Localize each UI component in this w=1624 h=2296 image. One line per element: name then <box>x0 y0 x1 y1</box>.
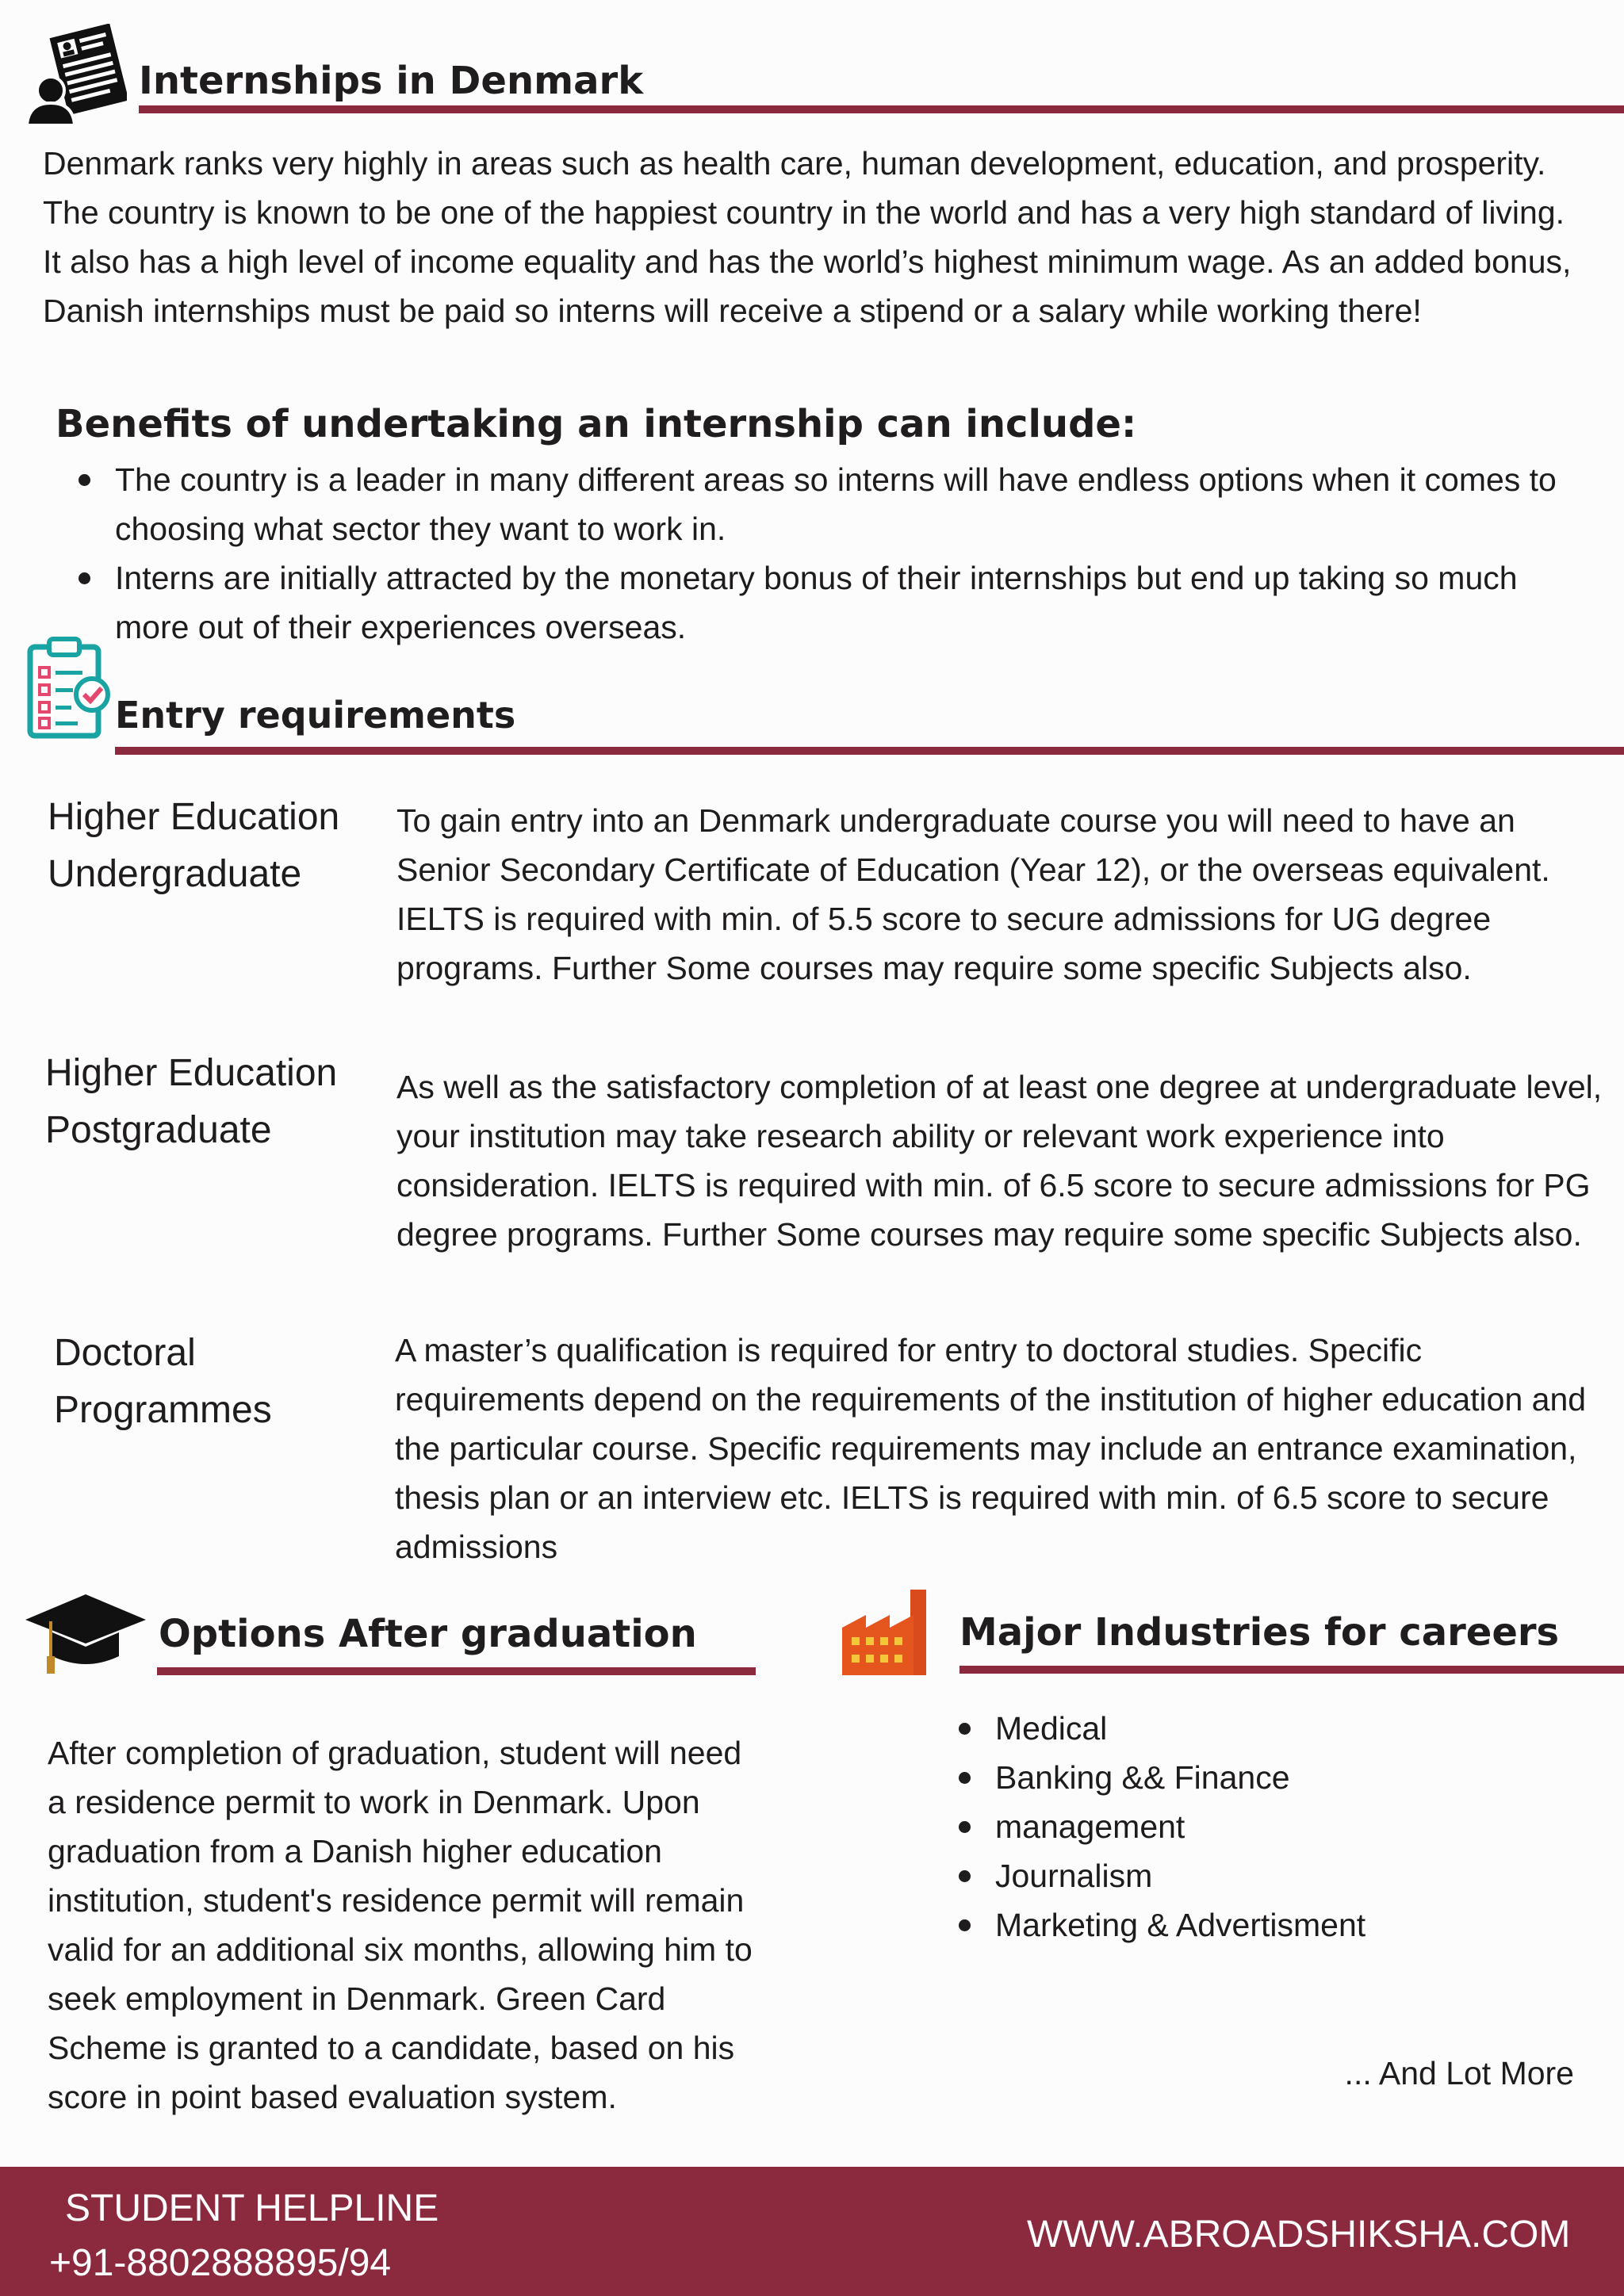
requirement-label-line: Postgraduate <box>45 1109 272 1151</box>
factory-icon <box>841 1588 932 1677</box>
list-item: Banking && Finance <box>995 1753 1598 1802</box>
section-divider <box>139 105 1624 113</box>
list-item: Marketing & Advertisment <box>995 1900 1598 1950</box>
requirement-label <box>45 1045 378 1159</box>
list-item: management <box>995 1802 1598 1851</box>
requirement-label <box>48 789 381 903</box>
requirement-label-line: Higher Education <box>48 796 340 838</box>
website-link[interactable]: WWW.ABROADSHIKSHA.COM <box>1027 2214 1571 2256</box>
resume-person-icon <box>24 24 127 127</box>
industries-list <box>995 1704 1598 1950</box>
list-item: Interns are initially attracted by the monetary bonus of their internships but end up taking so much more out of their experiences overseas. <box>115 553 1582 652</box>
graduation-cap-icon <box>22 1590 149 1677</box>
list-item: Medical <box>995 1704 1598 1753</box>
section-divider <box>115 747 1624 755</box>
requirement-text: To gain entry into an Denmark undergraduate course you will need to have an Senior Secondary Certificate of Education (Year 12), or the overseas equivalent. IELTS is required with min. of 5.5 score to secure admissions for UG degree programs. Further Some courses may require some specific Subjects also. <box>396 802 1550 986</box>
list-item: Journalism <box>995 1851 1598 1900</box>
benefits-list <box>115 455 1582 652</box>
requirement-text: As well as the satisfactory completion of at least one degree at undergraduate level, your institution may take research ability or relevant work experience into consideration. IELTS is required with min. of 6.5 score to secure admissions for PG degree programs. Further Some courses may require some specific Subjects also. <box>396 1069 1603 1253</box>
helpline-phone[interactable]: +91-8802888895/94 <box>49 2242 392 2284</box>
options-paragraph: After completion of graduation, student will need a residence permit to work in Denmark. Upon graduation from a Danish higher education institution, student's residence permit will remain valid for an additional six months, allowing him to seek employment in Denmark. Green Card Scheme is granted to a candidate, based on his score in point based evaluation system. <box>48 1735 753 2115</box>
section-divider <box>157 1667 756 1675</box>
requirement-label-line: Doctoral <box>54 1332 196 1374</box>
section-divider <box>959 1666 1624 1674</box>
list-item: The country is a leader in many different areas so interns will have endless options when it comes to choosing what sector they want to work in. <box>115 455 1582 553</box>
requirement-label-line: Undergraduate <box>48 853 302 895</box>
requirement-text: A master’s qualification is required for entry to doctoral studies. Specific requirements depend on the requirements of the institution of higher education and the particular course. Specific requirements may include an entrance examination, thesis plan or an interview etc. IELTS is required with min. of 6.5 score to secure admissions <box>395 1332 1587 1565</box>
internships-paragraph: Denmark ranks very highly in areas such as health care, human development, education, and prosperity. The country is known to be one of the happiest country in the world and has a very high standard of living. It also has a high level of income equality and has the world’s highest minimum wage. As an added bonus, Danish internships must be paid so interns will receive a stipend or a salary while working there! <box>43 145 1572 329</box>
clipboard-checklist-icon <box>25 636 113 740</box>
section-title-entry: Entry requirements <box>115 694 516 737</box>
section-title-options: Options After graduation <box>159 1612 697 1656</box>
requirement-label-line: Programmes <box>54 1389 272 1431</box>
footer-bar <box>0 2167 1624 2296</box>
section-title-internships: Internships in Denmark <box>139 59 644 103</box>
benefits-heading: Benefits of undertaking an internship can include: <box>56 402 1137 446</box>
requirement-label-line: Higher Education <box>45 1052 338 1094</box>
requirement-label <box>54 1325 387 1439</box>
and-lot-more-text: ... And Lot More <box>1344 2055 1574 2091</box>
section-title-industries: Major Industries for careers <box>959 1610 1560 1655</box>
helpline-label: STUDENT HELPLINE <box>65 2187 439 2229</box>
